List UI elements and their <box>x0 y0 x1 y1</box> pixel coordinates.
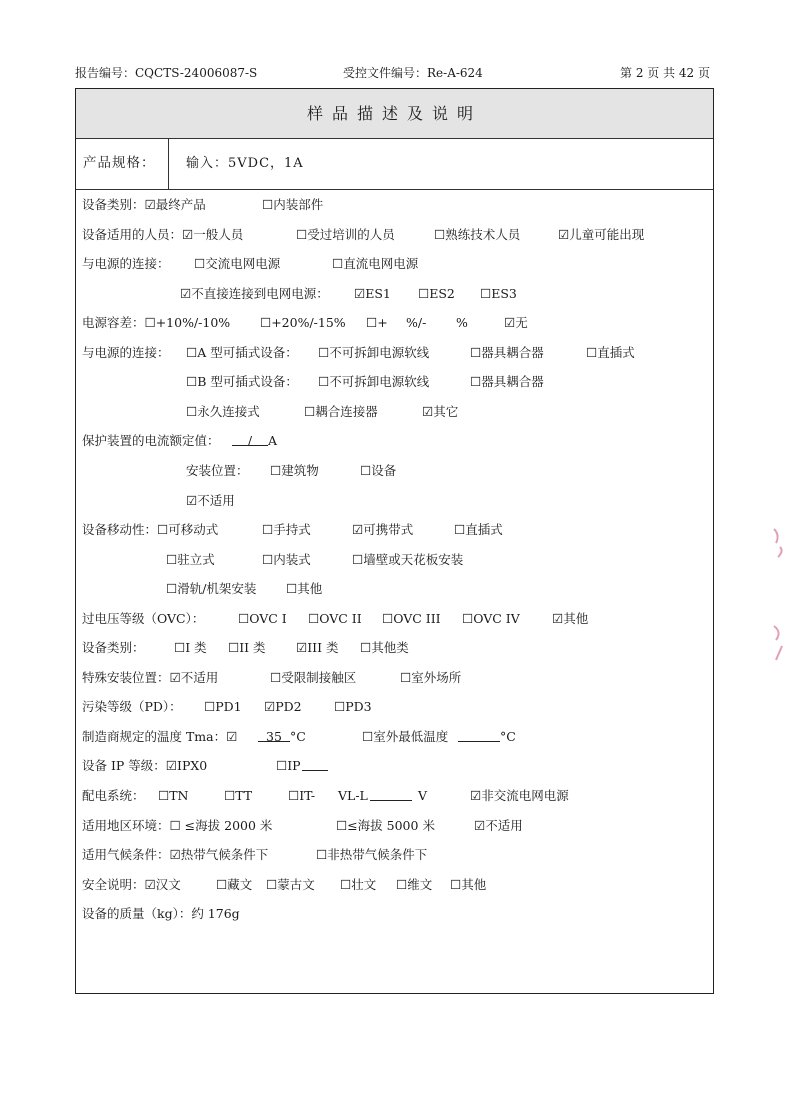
field-item: ☑不适用 <box>186 492 235 508</box>
field-row <box>76 520 706 540</box>
field-row <box>76 195 706 215</box>
report-number: 报告编号：CQCTS-24006087-S <box>75 66 258 80</box>
field-item: ☐蒙古文 <box>266 876 315 892</box>
field-item: A <box>268 433 278 449</box>
field-item: ☐非热带气候条件下 <box>316 847 428 863</box>
field-item: ☐A 型可插式设备： <box>186 344 298 360</box>
field-item: ☐器具耦合器 <box>470 344 544 360</box>
seal-fragment-icon <box>770 525 790 585</box>
field-item: ☐其他类 <box>360 640 409 656</box>
field-item: ☐其他 <box>450 876 487 892</box>
field-item: ☐≤海拔 5000 米 <box>336 817 435 833</box>
field-row <box>76 668 706 688</box>
field-item <box>370 786 412 801</box>
field-row <box>76 491 706 511</box>
field-item: 过电压等级（OVC）： <box>82 610 205 626</box>
field-item: ☐不可拆卸电源软线 <box>318 344 430 360</box>
spec-value: 输入：5VDC，1A <box>186 156 304 171</box>
field-item: ☐OVC III <box>382 610 441 626</box>
field-item: 设备 IP 等级：☑IPX0 <box>82 758 208 774</box>
field-row <box>76 904 706 924</box>
field-item: 电源容差：☐+10%/-10% <box>82 315 231 331</box>
table-title: 样品描述及说明 <box>76 89 713 139</box>
field-item: 适用地区环境：☐ ≤海拔 2000 米 <box>82 817 273 833</box>
field-item: ☐其他 <box>286 581 323 597</box>
field-item: ☐驻立式 <box>166 551 215 567</box>
field-row <box>76 343 706 363</box>
field-item: ☐维文 <box>396 876 433 892</box>
field-item: 与电源的连接： <box>82 344 170 360</box>
field-item: ☐室外场所 <box>400 669 462 685</box>
field-row <box>76 638 706 658</box>
field-item: 设备移动性：☐可移动式 <box>82 522 219 538</box>
field-item: ☐B 型可插式设备： <box>186 374 298 390</box>
field-item: ☐TN <box>158 788 189 803</box>
field-item: 设备类别： <box>82 640 145 656</box>
field-item: 安全说明：☑汉文 <box>82 876 181 892</box>
field-item: ☐IT- <box>288 788 316 803</box>
field-row <box>76 697 706 717</box>
field-item: ☐ES2 <box>418 285 455 301</box>
field-item: ☐OVC I <box>238 610 287 626</box>
field-item: ☐TT <box>224 788 253 803</box>
field-item: ☐直流电网电源 <box>332 256 419 272</box>
field-item: ☑其它 <box>422 403 459 419</box>
field-item: ☐+ <box>366 315 388 331</box>
field-item: ☐PD1 <box>204 699 242 715</box>
field-row <box>76 756 706 776</box>
field-item: 设备的质量（kg）：约 176g <box>82 906 240 922</box>
controlled-doc-number: 受控文件编号：Re-A-624 <box>343 66 483 80</box>
spec-row <box>76 138 713 190</box>
field-row <box>76 313 706 333</box>
field-item: ☐+20%/-15% <box>260 315 346 331</box>
field-item: 污染等级（PD）： <box>82 699 182 715</box>
field-item: 与电源的连接： <box>82 256 170 272</box>
field-item: 设备类别：☑最终产品 <box>82 197 206 212</box>
field-item: ☐永久连接式 <box>186 403 260 419</box>
field-item: ☑不直接连接到电网电源： <box>180 285 329 301</box>
field-item: ☐壮文 <box>340 876 377 892</box>
field-item: ☐交流电网电源 <box>194 256 281 272</box>
field-item: ☐内装式 <box>262 551 311 567</box>
field-row <box>76 461 706 481</box>
description-table <box>75 88 714 994</box>
field-item: 保护装置的电流额定值： <box>82 433 220 449</box>
field-item: ☐PD3 <box>334 699 372 715</box>
field-item <box>302 756 328 771</box>
field-item: ☑III 类 <box>296 640 339 656</box>
field-item: ☐受过培训的人员 <box>296 226 395 242</box>
field-item: ☐ES3 <box>480 285 517 301</box>
field-item: ☑ES1 <box>354 285 391 301</box>
field-item: %/- <box>406 315 427 331</box>
field-item: ☐II 类 <box>228 640 266 656</box>
field-row <box>76 284 706 304</box>
field-item: ☐熟练技术人员 <box>434 226 521 242</box>
field-item: ☐器具耦合器 <box>470 374 544 390</box>
page-info: 第 2 页 共 42 页 <box>620 66 710 80</box>
field-item: V <box>418 788 428 803</box>
field-item: ☐室外最低温度 <box>362 728 449 744</box>
field-item: ☑无 <box>504 315 528 331</box>
field-item: ☑其他 <box>552 610 589 626</box>
field-item: ☐OVC IV <box>462 610 520 626</box>
field-item: VL-L <box>338 788 368 803</box>
field-item: ☐内装部件 <box>262 197 324 212</box>
field-item: 配电系统： <box>82 788 145 803</box>
field-item: 特殊安装位置：☑不适用 <box>82 669 219 685</box>
field-row <box>76 402 706 422</box>
side-seal-mark <box>770 525 790 585</box>
field-item: / <box>232 431 268 446</box>
field-item: 设备适用的人员：☑一般人员 <box>82 226 244 242</box>
field-row <box>76 727 706 747</box>
field-item: ☑儿童可能出现 <box>558 226 645 242</box>
field-row <box>76 816 706 836</box>
field-item: ☑PD2 <box>264 699 302 715</box>
field-row <box>76 875 706 895</box>
field-row <box>76 786 706 806</box>
seal-fragment-icon <box>770 620 790 680</box>
field-item: ☐滑轨/机架安装 <box>166 581 257 597</box>
field-item: ☐设备 <box>360 462 397 478</box>
field-item: ☐建筑物 <box>270 462 319 478</box>
field-item: ☑非交流电网电源 <box>470 788 569 803</box>
field-item <box>458 727 500 742</box>
field-row <box>76 254 706 274</box>
field-item: ☑不适用 <box>474 817 523 833</box>
field-row <box>76 579 706 599</box>
field-item: ☑可携带式 <box>352 522 414 538</box>
field-item: 35 <box>258 727 290 742</box>
field-item: ☐直插式 <box>454 522 503 538</box>
field-row <box>76 431 706 451</box>
field-item: ☐IP <box>276 758 301 774</box>
field-item: 安装位置： <box>186 462 249 478</box>
field-item: % <box>456 315 468 331</box>
field-item: ☐藏文 <box>216 876 253 892</box>
field-row <box>76 609 706 629</box>
field-item: °C <box>500 728 516 744</box>
field-item: ☐I 类 <box>174 640 207 656</box>
field-item: ☐不可拆卸电源软线 <box>318 374 430 390</box>
field-row <box>76 372 706 392</box>
field-item: ☐耦合连接器 <box>304 403 378 419</box>
field-item: ☐直插式 <box>586 344 635 360</box>
field-row <box>76 550 706 570</box>
field-row <box>76 845 706 865</box>
field-item: ☐受限制接触区 <box>270 669 357 685</box>
field-row <box>76 225 706 245</box>
field-item: ☐墙壁或天花板安装 <box>352 551 464 567</box>
field-item: °C <box>290 728 306 744</box>
field-item: 制造商规定的温度 Tma：☑ <box>82 728 238 744</box>
field-item: ☐手持式 <box>262 522 311 538</box>
field-item: 适用气候条件：☑热带气候条件下 <box>82 847 269 863</box>
field-item: ☐OVC II <box>308 610 362 626</box>
side-seal-mark-2 <box>770 620 790 680</box>
spec-label: 产品规格： <box>76 138 169 189</box>
